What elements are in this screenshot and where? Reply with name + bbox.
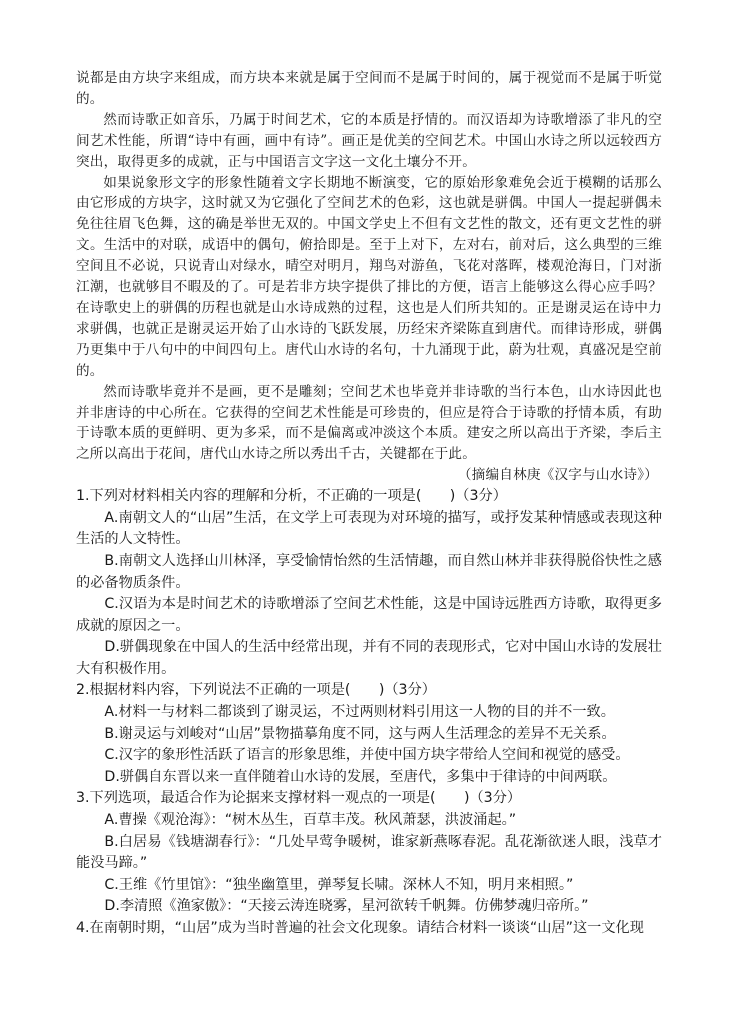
question-option: A.材料一与材料二都谈到了谢灵运，不过两则材料引用这一人物的目的并不一致。: [104, 704, 615, 721]
passage-paragraph: 然而诗歌正如音乐，乃属于时间艺术，它的本质是抒情的。而汉语却为诗歌增添了非凡的空间艺术性能，所谓“诗中有画，画中有诗”。画正是优美的空间艺术。中国山水诗之所以远较西方突出，取得更多的成就，正与中国语言文字这一文化土壤分不开。: [76, 111, 662, 170]
passage-paragraph: 如果说象形文字的形象性随着文字长期地不断演变，它的原始形象难免会近于模糊的话那么由它形成的方块字，这时就又为它强化了空间艺术的色彩，这也就是骈偶。中国人一提起骈偶未免往往眉飞色舞，这的确是举世无双的。中国文学史上不但有文艺性的散文，还有更文艺性的骈文。生活中的对联，成语中的偶句，俯拾即是。至于上对下，左对右，前对后，这么典型的三维空间且不必说，只说青山对绿水，晴空对明月，翔鸟对游鱼，飞花对落晖，楼观沧海日，门对浙江潮，也就够目不暇及的了。可是若非方块字提供了排比的方便，语言上能够这么得心应手吗？在诗歌史上的骈偶的历程也就是山水诗成熟的过程，这也是人们所共知的。正是谢灵运在诗中力求骈偶，也就正是谢灵运开始了山水诗的飞跃发展，历经宋齐梁陈直到唐代。而律诗形成，骈偶乃更集中于八句中的中间四句上。唐代山水诗的名句，十九涌现于此，蔚为壮观，真盛况是空前的。: [76, 174, 662, 379]
question-option: B.南朝文人选择山川林泽，享受愉情怡然的生活情趣，而自然山林并非获得脱俗快性之感的必备物质条件。: [76, 552, 662, 591]
passage-paragraph: 然而诗歌毕竟并不是画，更不是雕刻；空间艺术也毕竟并非诗歌的当行本色，山水诗因此也并非唐诗的中心所在。它获得的空间艺术性能是可珍贵的，但应是符合于诗歌的抒情本质，有助于诗歌本质的更鲜明、更为多采，而不是偏离或冲淡这个本质。建安之所以高出于齐梁，李后主之所以高出于花间，唐代山水诗之所以秀出千古，关键都在于此。: [76, 383, 662, 463]
passage-paragraph: 说都是由方块字来组成，而方块本来就是属于空间而不是属于时间的，属于视觉而不是属于听觉的。: [76, 70, 662, 107]
passage-source: （摘编自林庚《汉字与山水诗》）: [457, 467, 658, 484]
question-option: A.南朝文人的“山居”生活，在文学上可表现为对环境的描写，或抒发某种情感或表现这种生活的人文特性。: [76, 509, 662, 548]
question-stem: 1.下列对材料相关内容的理解和分析，不正确的一项是( )（3分）: [76, 488, 507, 505]
exam-page: [76, 68, 662, 940]
question-option: B.谢灵运与刘峻对“山居”景物描摹角度不同，这与两人生活理念的差异不无关系。: [104, 725, 616, 742]
question-stem: 3.下列选项，最适合作为论据来支撑材料一观点的一项是( )（3分）: [76, 790, 522, 807]
question-option: C.汉字的象形性活跃了语言的形象思维，并使中国方块字带给人空间和视觉的感受。: [104, 747, 630, 764]
question-stem: 4.在南朝时期，“山居”成为当时普遍的社会文化现象。请结合材料一谈谈“山居”这一文化现: [76, 920, 644, 936]
question-stem: 2.根据材料内容，下列说法不正确的一项是( )（3分）: [76, 682, 436, 699]
question-option: D.骈偶自东晋以来一直伴随着山水诗的发展，至唐代，多集中于律诗的中间两联。: [104, 768, 617, 785]
question-option: C.王维《竹里馆》：“独坐幽篁里，弹琴复长啸。深林人不知，明月来相照。”: [104, 876, 574, 893]
reading-passage: [76, 68, 662, 486]
question-option: D.李清照《渔家傲》：“天接云涛连晓雾，星河欲转千帆舞。仿佛梦魂归帝所。”: [104, 898, 589, 915]
question-option: A.曹操《观沧海》：“树木丛生，百草丰茂。秋风萧瑟，洪波涌起。”: [104, 812, 517, 829]
question-list: [76, 486, 662, 939]
question-option: C.汉语为本是时间艺术的诗歌增添了空间艺术性能，这是中国诗远胜西方诗歌，取得更多成就的原因之一。: [76, 596, 662, 634]
question-option: D.骈偶现象在中国人的生活中经常出现，并有不同的表现形式，它对中国山水诗的发展壮大有积极作用。: [76, 639, 662, 677]
question-option: B.白居易《钱塘湖春行》：“几处早莺争暖树，谁家新燕啄春泥。乱花渐欲迷人眼，浅草才能没马蹄。”: [76, 833, 662, 872]
